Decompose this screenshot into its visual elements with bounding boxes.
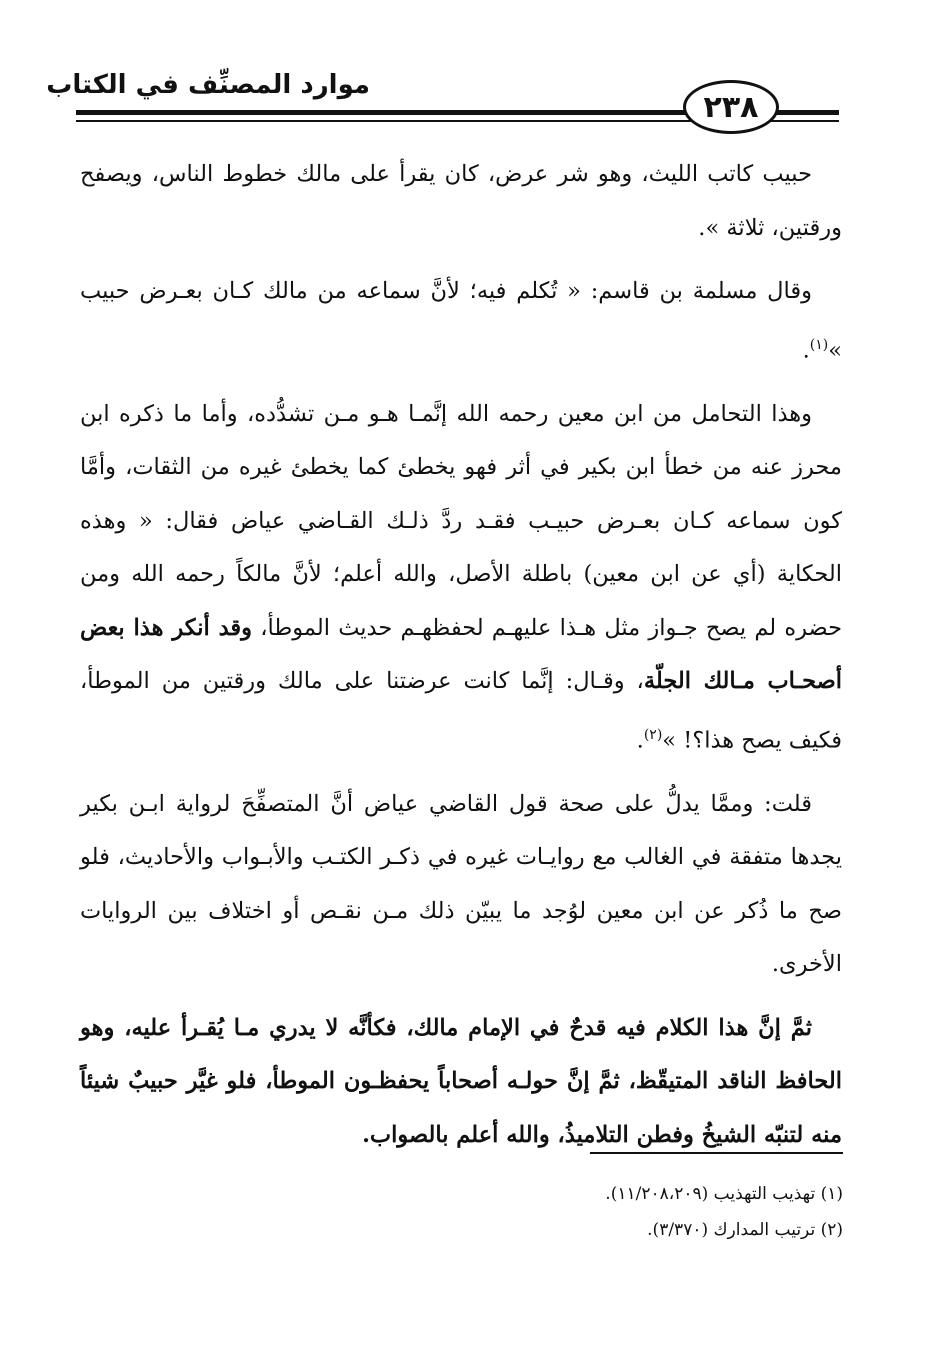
paragraph-3-tail: . (636, 727, 644, 753)
body-text (80, 148, 842, 1162)
paragraph-3-text-before: وهذا التحامل من ابن معين رحمه الله إنَّمـا هـو مـن تشدُّده، وأما ما ذكره ابن محرز عنه من خطأ ابن بكير في أثر فهو يخطئ كما يخطئ غيره من الثقات، وأمَّا كون سماعه كـان بعـرض حبيـب فقـد ردَّ ذلـك القـاضي عياض فقال: « وهذه الحكاية (أي عن ابن معين) باطلة الأصل، والله أعلم؛ لأنَّ مالكاً رحمه الله ومن حضره لم يصح جـواز مثل هـذا عليهـم لحفظهـم حديث الموطأ، (80, 400, 842, 641)
paragraph-2 (80, 265, 842, 378)
paragraph-5-text: ثمَّ إنَّ هذا الكلام فيه قدحٌ في الإمام مالك، فكأنَّه لا يدري مـا يُقـرأ عليه، وهو الحافظ الناقد المتيقّظ، ثمَّ إنَّ حولـه أصحاباً يحفظـون الموطأ، فلو غيَّر حبيبٌ شيئاً منه لتنبّه الشيخُ وفطن التلاميذُ، والله أعلم بالصواب. (80, 1014, 842, 1148)
paragraph-5-bold (80, 1002, 842, 1163)
paragraph-3 (80, 388, 842, 768)
paragraph-2-tail: . (802, 337, 810, 363)
paragraph-1 (80, 148, 842, 255)
paragraph-4-text: قلت: وممَّا يدلُّ على صحة قول القاضي عياض أنَّ المتصفِّحَ لرواية ابـن بكير يجدها متفقة في الغالب مع روايـات غيره في ذكـر الكتـب والأبـواب والأحاديث، فلو صح ما ذُكر عن ابن معين لوُجد ما يبيّن ذلك مـن نقـص أو اختلاف بين الروايات الأخرى. (80, 790, 842, 977)
paragraph-2-text: وقال مسلمة بن قاسم: « تُكلم فيه؛ لأنَّ سماعه من مالك كـان بعـرض حبيب » (80, 278, 842, 363)
footnote-2: (٢) ترتيب المدارك (٣/٣٧٠). (647, 1220, 843, 1240)
footnote-1: (١) تهذيب التهذيب (١١/٢٠٨،٢٠٩). (605, 1184, 843, 1204)
paragraph-3-text-after: ، وقـال: إنَّما كانت عرضتنا على مالك ورقتين من الموطأ، فكيف يصح هذا؟! » (80, 668, 842, 753)
footnote-ref-1[interactable]: (١) (809, 336, 829, 353)
footnote-separator (590, 1152, 843, 1154)
footnotes (300, 1176, 843, 1248)
page-number: ٢٣٨ (683, 80, 779, 134)
running-title: موارد المصنِّف في الكتاب (46, 70, 370, 100)
paragraph-4 (80, 778, 842, 992)
footnote-ref-2[interactable]: (٢) (643, 726, 663, 743)
paragraph-3-bold-phrase: وقد أنكر هذا بعض أصحـاب مـالك الجلّة (80, 614, 843, 694)
paragraph-1-text: حبيب كاتب الليث، وهو شر عرض، كان يقرأ على مالك خطوط الناس، ويصفح ورقتين، ثلاثة ». (80, 161, 842, 241)
